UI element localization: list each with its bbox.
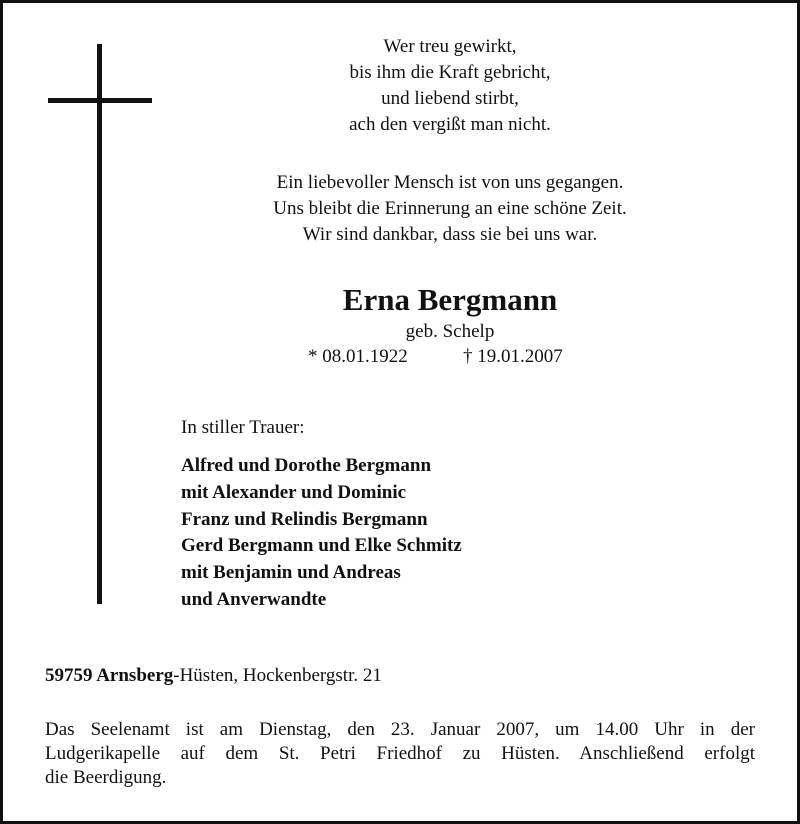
tribute-line: Wir sind dankbar, dass sie bei uns war. [302, 224, 598, 245]
poem-line: bis ihm die Kraft gebricht, [349, 62, 551, 83]
poem-line: und liebend stirbt, [381, 88, 519, 109]
poem-line: Wer treu gewirkt, [383, 36, 517, 57]
address [45, 664, 382, 688]
mourner-line: Franz und Relindis Bergmann [181, 508, 428, 530]
tribute-line: Ein liebevoller Mensch ist von uns gegangen. [276, 172, 624, 193]
birth-date: * 08.01.1922 [308, 346, 408, 367]
death-date: † 19.01.2007 [463, 346, 563, 367]
service-line: die Beerdigung. [45, 767, 167, 788]
tribute-text [200, 170, 700, 248]
deceased-name: Erna Bergmann [342, 282, 558, 317]
address-street: -Hüsten, Hockenbergstr. 21 [173, 665, 382, 686]
mourner-line: mit Alexander und Dominic [181, 481, 407, 503]
tribute-line: Uns bleibt die Erinnerung an eine schöne Zeit. [273, 198, 627, 219]
cross-icon [97, 44, 102, 604]
mourning-label: In stiller Trauer: [181, 417, 305, 438]
service-line: Das Seelenamt ist am Dienstag, den 23. Januar 2007, um 14.00 Uhr in der [45, 719, 755, 740]
poem [200, 34, 700, 138]
mourners-list [181, 453, 462, 614]
mourner-line: und Anverwandte [181, 588, 327, 610]
mourner-line: Alfred und Dorothe Bergmann [181, 455, 432, 476]
service-line: Ludgerikapelle auf dem St. Petri Friedhof zu Hüsten. Anschließend erfolgt [45, 743, 755, 764]
maiden-name: geb. Schelp [405, 321, 495, 342]
cross-icon-beam [48, 98, 152, 103]
service-info [45, 718, 755, 790]
address-postal-city: 59759 Arnsberg [45, 665, 174, 686]
mourner-line: mit Benjamin und Andreas [181, 562, 401, 584]
poem-line: ach den vergißt man nicht. [349, 114, 551, 135]
mourner-line: Gerd Bergmann und Elke Schmitz [181, 535, 462, 557]
